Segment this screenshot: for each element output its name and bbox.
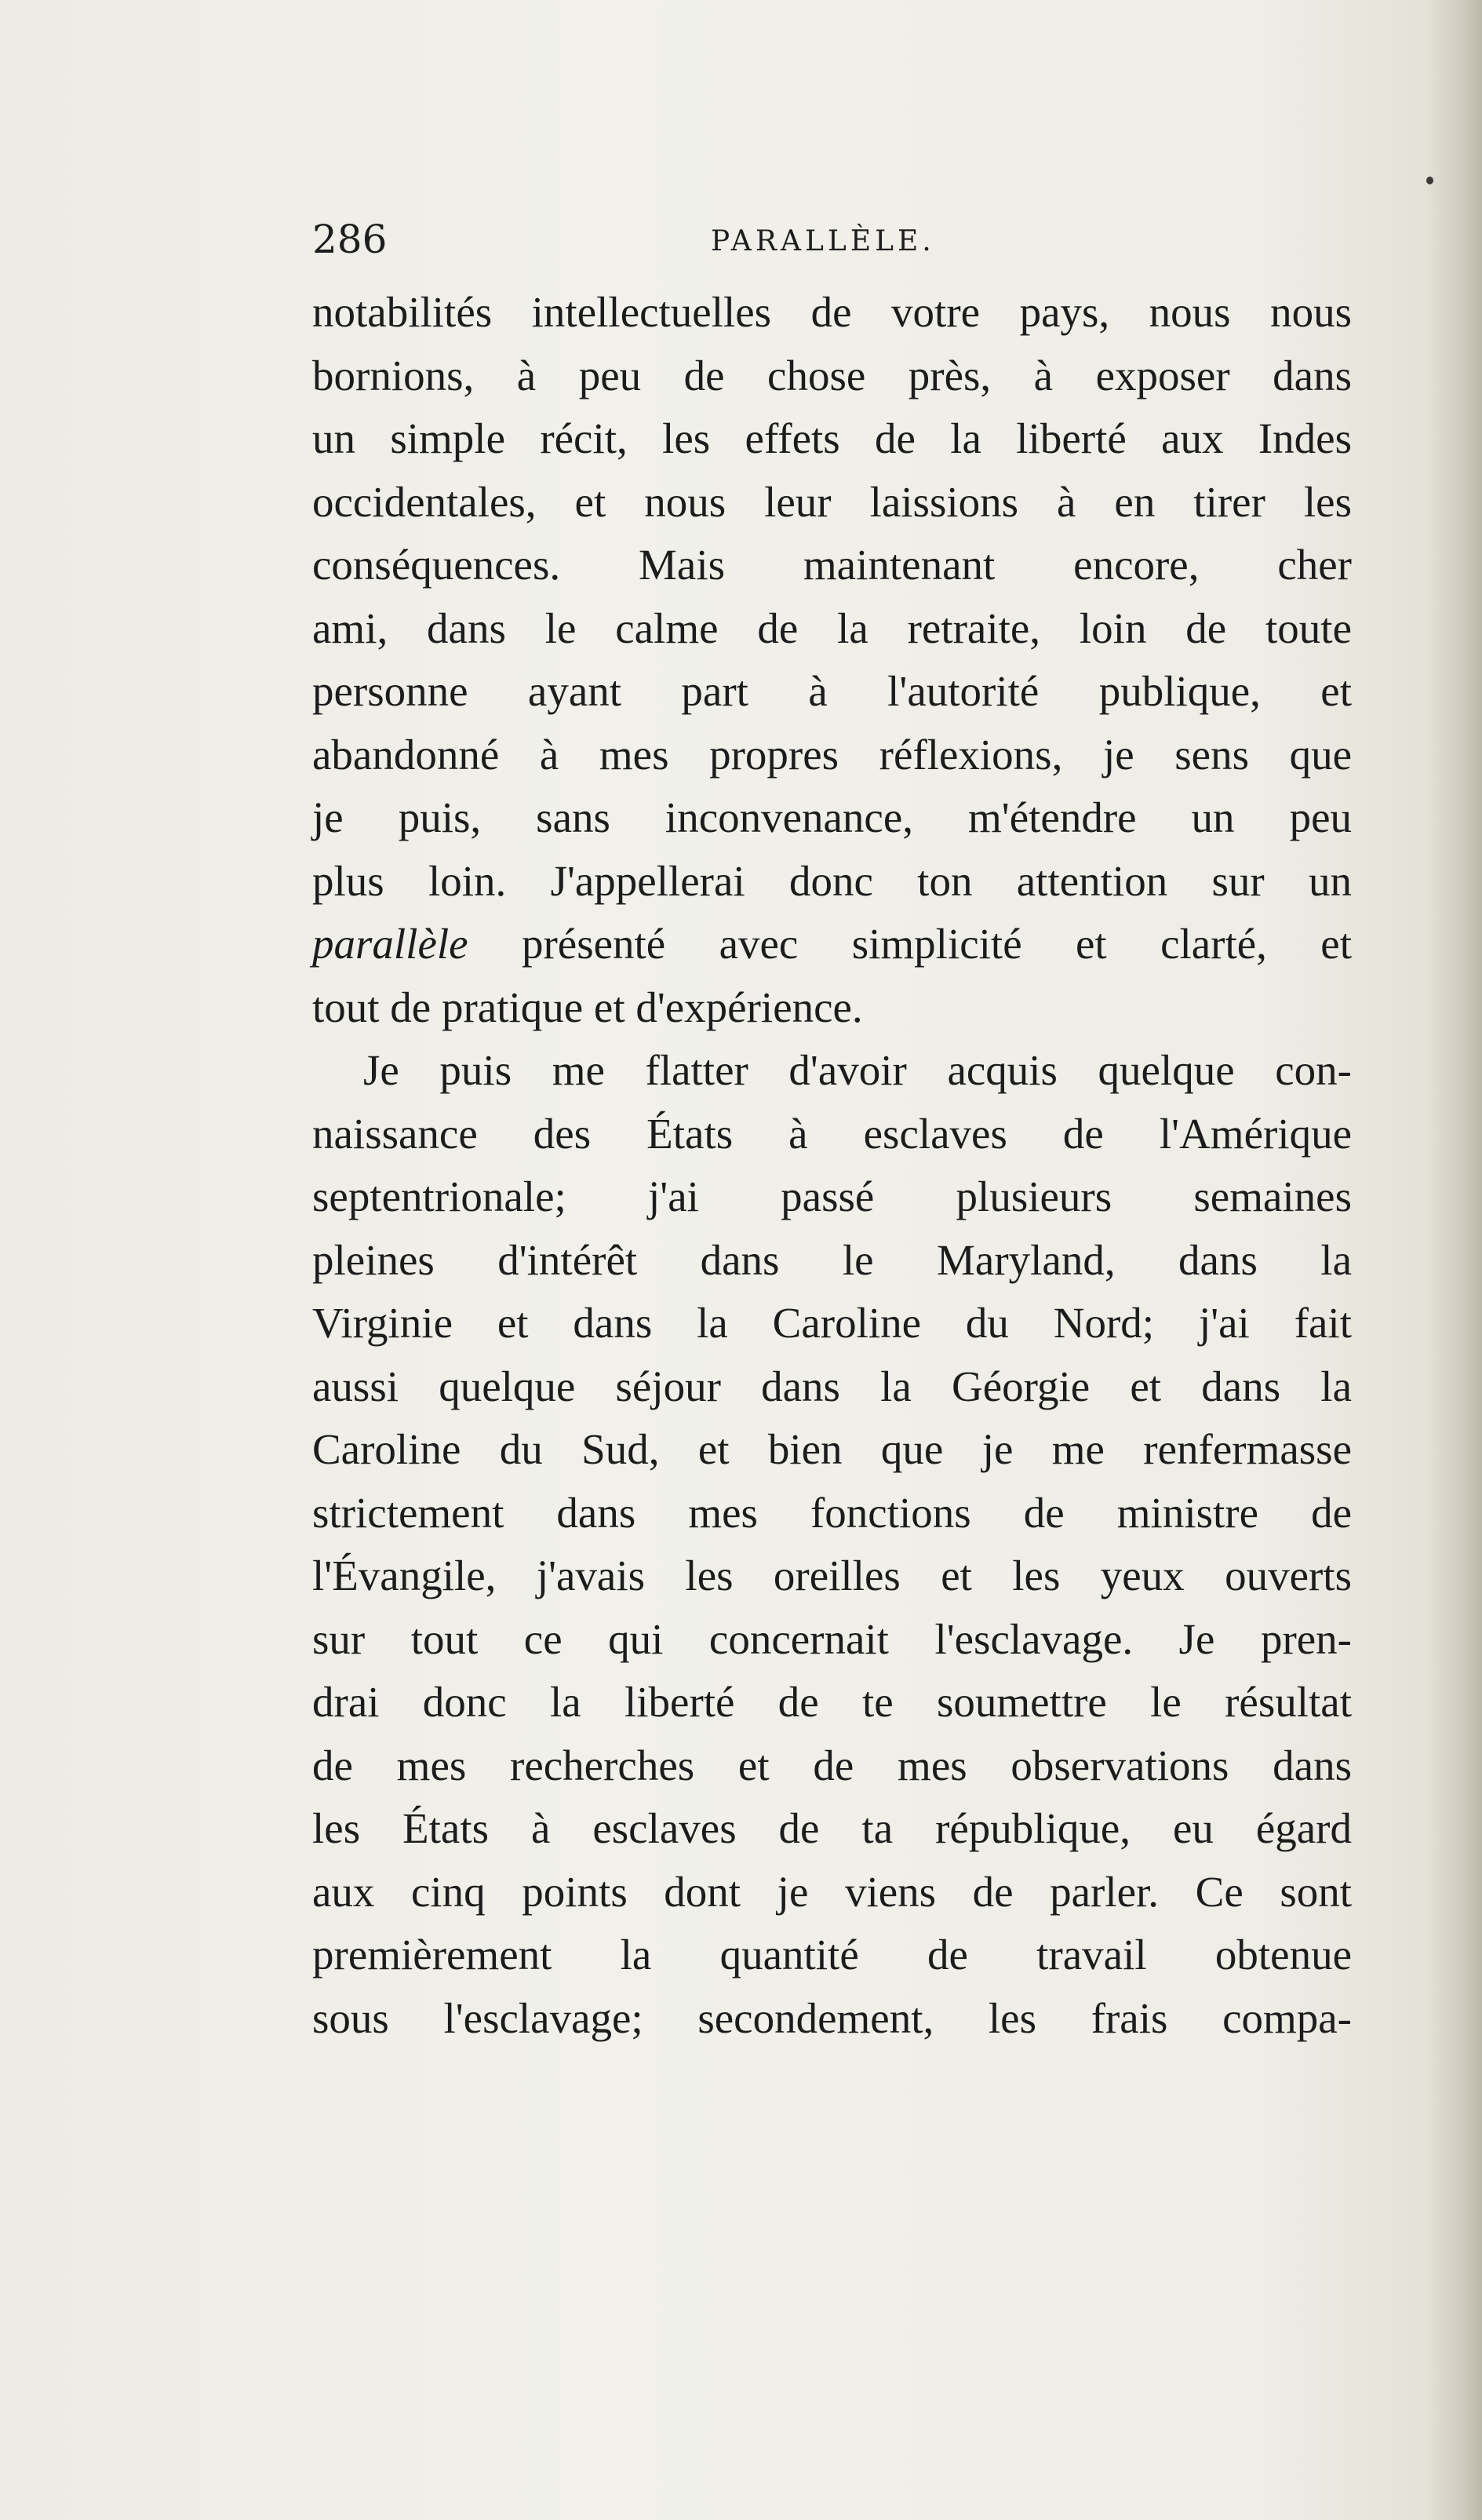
text-line: sous l'esclavage; secondement, les frais compa- <box>312 1993 1352 2042</box>
text-line: un simple récit, les effets de la liberté aux Indes <box>312 414 1352 462</box>
running-title: PARALLÈLE. <box>711 225 935 257</box>
body-text <box>312 281 1352 2050</box>
text-line: Je puis me flatter d'avoir acquis quelque con- <box>363 1046 1352 1094</box>
text-line: tout de pratique et d'expérience. <box>312 983 863 1031</box>
text-line: sur tout ce qui concernait l'esclavage. Je pren- <box>312 1614 1352 1663</box>
text-line: je puis, sans inconvenance, m'étendre un peu <box>312 793 1352 841</box>
text-line: pleines d'intérêt dans le Maryland, dans la <box>312 1235 1352 1284</box>
text-line: aux cinq points dont je viens de parler. Ce sont <box>312 1867 1352 1916</box>
page-edge-shadow <box>1427 0 1482 2520</box>
text-line: naissance des États à esclaves de l'Amérique <box>312 1109 1352 1158</box>
text-line: strictement dans mes fonctions de ministre de <box>312 1488 1352 1537</box>
text-line-rest: présenté avec simplicité et clarté, et <box>521 920 1352 968</box>
text-line: l'Évangile, j'avais les oreilles et les yeux ouverts <box>312 1552 1352 1599</box>
text-line: conséquences. Mais maintenant encore, cher <box>312 541 1352 589</box>
italic-word: parallèle <box>312 920 468 968</box>
page-header <box>312 212 1352 267</box>
text-line-with-italic <box>312 913 1352 976</box>
text-line: notabilités intellectuelles de votre pays, nous nous <box>312 288 1352 336</box>
text-line: ami, dans le calme de la retraite, loin de toute <box>312 604 1352 652</box>
text-line: drai donc la liberté de te soumettre le résultat <box>312 1678 1352 1726</box>
text-line: occidentales, et nous leur laissions à en tirer les <box>312 477 1352 526</box>
text-line: de mes recherches et de mes observations dans <box>312 1741 1352 1789</box>
text-line: premièrement la quantité de travail obtenue <box>312 1931 1352 1978</box>
text-line: bornions, à peu de chose près, à exposer dans <box>312 351 1352 399</box>
text-line: Virginie et dans la Caroline du Nord; j'ai fait <box>312 1299 1352 1347</box>
text-line: abandonné à mes propres réflexions, je sens que <box>312 730 1352 779</box>
text-line: Caroline du Sud, et bien que je me renfermasse <box>312 1425 1352 1473</box>
ink-speck <box>1426 177 1433 184</box>
text-line: les États à esclaves de ta république, eu égard <box>312 1804 1352 1852</box>
text-line: septentrionale; j'ai passé plusieurs semaines <box>312 1172 1352 1220</box>
text-line: plus loin. J'appellerai donc ton attention sur un <box>312 856 1352 905</box>
page-number: 286 <box>312 217 388 262</box>
text-line: aussi quelque séjour dans la Géorgie et dans la <box>312 1362 1352 1410</box>
text-line: personne ayant part à l'autorité publique, et <box>312 667 1352 715</box>
